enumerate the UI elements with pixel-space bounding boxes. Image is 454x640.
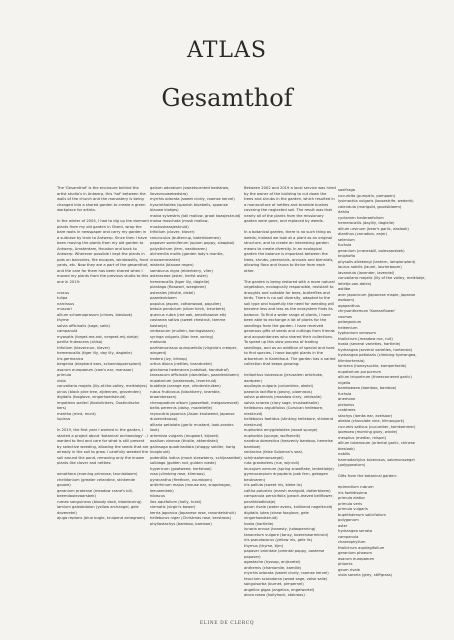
plant-list-gifts [338, 485, 430, 579]
list-item: primula veris [338, 501, 363, 506]
list-item: hedera (ivy, klimop) [150, 356, 188, 361]
list-item: alcea rosea (hollyhock, stokroos) [244, 593, 305, 597]
intro-paragraph: The 'Gesamthof' is the enclosure behind the artist studio's in Antwerp, this 'hof' between the walls of the church and the monastery is being changed into a shared garden to create a green workplace for artists. [57, 186, 146, 212]
list-item: primula vulgaris [338, 507, 368, 511]
list-item: geranium (cranesbill, ooievaarsbek) [338, 248, 405, 253]
list-item: convallaria majalis (lily-of-the-valley, meiklokjes) [57, 384, 147, 388]
list-item: myrrhis odorata (sweet cicely, roomse kervel) [244, 571, 329, 575]
list-item: asteraceae (aster, herfst aster) [150, 274, 208, 278]
list-item: potentilla indica (mock strawberry, schijnaardbei) [150, 455, 242, 460]
list-item: digitalis (foxglove, vingerhoedskruid) [57, 395, 126, 399]
list-item: rosa (climbing rose, klimroos) [150, 472, 205, 476]
list-item: campanula [338, 534, 359, 539]
list-item: anthemis (chamomile, kamille) [244, 565, 302, 570]
list-item: nandina domestica (heavenly bamboo, hemelse bamboe) [244, 439, 333, 449]
list-item: myrrhis odorata (sweet cicely, roomse kervel) [150, 197, 235, 201]
list-item: hemerocallis (tiger lily, daglelie) [150, 279, 210, 284]
list-item: crabtrees [338, 408, 356, 412]
list-item: castanea sativa (sweet chestnut, tamme kastanje) [150, 318, 226, 328]
list-item: fuchsia [338, 391, 352, 396]
list-item: akebia (chocolate vine, klimaugurk) [338, 419, 405, 423]
list-item: thalictrum (meadow rue, ruit) [338, 336, 393, 341]
list-item: mentha (mint, munt) [57, 411, 96, 416]
list-item: agastache (hyssop, anijsnetel) [244, 560, 301, 564]
list-item: bamboeaea (bamboo, bamboe) [338, 386, 397, 390]
list-item: hemerocallis (daylily, daglelie) [338, 221, 395, 225]
list-item: laurus nobilis (laurel, laurierboom) [338, 265, 402, 269]
list-item: physalis alkekengi (lantern, lampionplant) [338, 259, 416, 264]
list-item: glechoma hederacea (catsfoot, hondsdraf) [150, 367, 229, 372]
list-item: urtica dioica (nettles, brandnetel) [150, 362, 212, 366]
list-item: malva sylvestris (tall mallow, groot kaasjeskruid) [150, 213, 241, 218]
list-item: convallaria majalis (lily of the valley, meiklokje, lelietje-van-dalen) [338, 276, 426, 286]
list-item: populus (aspen, cottonwood, populier) [150, 301, 222, 306]
list-item: aster [338, 523, 348, 528]
list-item: polystichum (fern, naaldvaren) [150, 246, 207, 251]
list-item: polygonum [338, 518, 359, 522]
list-item: sambucus nigra (elderberry, vlier) [150, 268, 213, 273]
list-item: phlomis [338, 562, 353, 566]
list-item: geum rivale [338, 567, 360, 572]
gifts-heading: Gifts from the botanical garden: [338, 474, 398, 478]
text-column-3 [244, 186, 336, 597]
list-item: rumex sanguineus (bloody dock, bloedzuring) [57, 499, 142, 504]
list-item: clematis (virgin's bower) [150, 505, 196, 509]
list-item: tulipa [57, 296, 68, 300]
list-item: helleborus argutifolius (Corsican hellebore, nieskruid) [244, 406, 324, 416]
list-item: primula [57, 373, 72, 377]
list-item: hemerocallis (tiger lily, day lily, daglelie) [57, 351, 132, 355]
list-item: verbascum (mullein, koningskaars) [150, 329, 215, 333]
list-item: syringa vulgaris (lilac tree, sering) [150, 334, 214, 339]
list-item: oxalium vinense (thistle, akkerdistel) [150, 439, 219, 443]
list-item: selenium [338, 237, 355, 242]
page-title: ATLAS [187, 38, 267, 63]
list-item: wisteria (blauwe regen) [150, 263, 194, 267]
list-item: harmodactylus tuberosus, salomonszegel (polygonatum) [338, 457, 415, 467]
list-item: geum rivale (water avens, knikkend nagelkruid) [244, 505, 333, 509]
list-item: ranunculus (buttercup, boterbloemen) [150, 235, 221, 240]
list-item: heleenium [338, 325, 358, 330]
list-item: anemone [338, 397, 356, 401]
list-item: mespilus (medlar, mispel) [338, 435, 386, 440]
list-item: kerria japonica (Japanese rose, ranonkelstruik) [150, 510, 236, 515]
plant-list-collection [244, 373, 336, 599]
list-item: hydrangea (several varieties, hortensia) [338, 347, 413, 352]
list-item: thalictrum aquilegifolium [338, 545, 385, 550]
list-item: muscari [57, 307, 72, 311]
list-item: nigella [338, 380, 351, 385]
list-item: iris germanica [57, 356, 84, 361]
list-item: pinus (black pine tree, zijdennen, grovenden) [57, 389, 141, 394]
list-item: cucurbita (pumpkin, pompoen) [338, 193, 396, 198]
list-item: trifolium (clover, klaver) [150, 230, 195, 234]
list-item: helianthus tuberosus (jerusalem artichoke, aardpeer) [244, 373, 324, 383]
page-subtitle: Gesamthof [161, 84, 293, 112]
list-item: allium tuberosum (oriental garlic, chinese bieslook) [338, 441, 416, 451]
list-item: lamium galeobdolon (yellow archangel, gele dovenetel) [57, 505, 139, 515]
list-item: iris pseudacorus (yellow iris, gele lis) [244, 538, 313, 542]
list-item: geranium pratense (meadow crane's bill, beemdooievaarsbek) [57, 488, 133, 498]
list-item: paeonia lactiflora (peony, pioenroos) [244, 389, 312, 394]
list-item: eupatorium purpureum [338, 369, 382, 374]
list-item: mahonia [150, 340, 167, 344]
list-item: allium schoenoprasum (chives, bieslook) [57, 312, 133, 317]
text-column-1 [57, 186, 149, 606]
list-item: lysimachia vulgaris (loosestrife, wederik) [338, 199, 414, 203]
list-item: acer japonicum (Japanese maple, Japanse esdoorn) [338, 292, 416, 302]
list-item: papaver orientale (oriental poppy, oosterse papaver) [244, 549, 325, 559]
list-item: lunaria annua (honesty, judaspenning) [244, 527, 316, 531]
list-item: pieloniss [338, 402, 355, 407]
list-item: hyacinthoides (spanish bluebells, spaanse blauwe klokjes) [150, 202, 228, 212]
list-item: buphthalmum salicifolium [338, 512, 386, 517]
list-item: betula pendulum (silver birch, treurberk) [150, 307, 226, 311]
list-item: impatiens walleri (Kostvlinkers, Oostindische kers) [57, 400, 140, 410]
list-item: chaerophyllum [338, 540, 366, 544]
list-item: epimedium rubrum [338, 485, 374, 489]
list-item: quercus rubra (red oak, amerikaanse eik) [150, 312, 227, 317]
list-item: calendula (marigold, goudsbloem) [338, 204, 402, 209]
list-item: aquilegia vulgaris (columbine, akelei) [244, 384, 314, 388]
list-item: lupinus [57, 417, 71, 421]
list-item: ilex aquifolium (holly, hulst) [150, 499, 202, 504]
list-item: rubus fruticosus (blackberry, bramble, braambessen) [150, 389, 221, 399]
list-item: antirrhinum majus (mouse ear, snapdragon, leeuwenbek) [150, 483, 232, 493]
list-item: sanguisorba (burnet, pimpernel) [244, 582, 304, 586]
diversity-paragraph: In a botanical garden, there is no such thing as weeds; instead we look at a plant as an original structure, and to create an interesting garden means to create diversity. In an ecological garden the balance is important between the trees, shrubs, perennials, annuals and biennials, allowing flora and fauna to thrive from each other. [244, 230, 334, 273]
list-item: hydrangea petiolaris (climbing hydrangea, klimhortensia) [338, 353, 417, 363]
list-item: campanula [57, 329, 78, 333]
text-column-4 [338, 188, 430, 613]
archaeology-paragraph: In 2019, the first year I worked in the garden, I started a project about 'botanical archaeology' - I wanted to find and care for what is still present by selective weeding, allowing the seeds that are already in the soil to grow. I carefully weeded the soil around the pond, removing only the known plants like clover and nettles: [57, 428, 149, 465]
list-item: bellis perennis (daisy, madeliefje) [150, 406, 213, 410]
list-item: iris foetidissima [338, 490, 368, 495]
plant-list-collection-cont [338, 188, 430, 469]
list-item: thymus (thyme, tijm) [244, 543, 284, 548]
list-item: leucojum vernum (spring snowflake, lenteklokje) [244, 466, 334, 471]
list-item: viola [57, 378, 66, 383]
list-item: perilla frutescens (shiso) [57, 340, 103, 344]
list-item: trifolium (klaverzuur, klaver) [57, 345, 110, 350]
list-item: asterales (thistle, distel) [150, 290, 195, 295]
list-item: hosta (hartlelie) [244, 521, 274, 526]
list-item: chelidonium (greater celandine, stinkende gouwe) [57, 477, 136, 487]
list-item: phyllostachys (bamboo, bamboe) [150, 521, 212, 526]
list-item: angelica gigas (angelica, engelwortel) [244, 587, 315, 592]
list-item: alliaria petiolata (garlic mustard, look-zonder-look) [150, 422, 235, 432]
list-item: malva moschata (musk mallow, muskuskaasjeskruid) [150, 219, 209, 229]
list-item: caltha palustris (marsh marigold, dotterbloem) [244, 488, 331, 493]
text-column-2 [150, 186, 242, 611]
list-item: iris pallida (sweet iris, bleke lis) [244, 483, 302, 487]
list-item: thyme [57, 318, 69, 322]
list-item: salvia officinalis (sage, salie) [57, 323, 110, 328]
list-item: paardenbloem [150, 296, 177, 300]
list-item: chenopodium album (goosefoot, melganzevoet) [150, 400, 239, 405]
history-paragraph-2: Between 2002 and 2019 a local service was hired by the owner of the building to cut down the trees and shrubs in the garden, which resulted in a monoculture of nettles and bramble bushes covering the neglected soil. The result was that nearly all of the plants from the missionary garden were gone, and replaced by weeds. [244, 186, 336, 223]
list-item: artemisia vulgaris (mugwort, bijvoet) [150, 433, 219, 438]
list-item: reynoutria japonica (Asian knotweed, Japanse duizendknoop) [150, 411, 235, 421]
list-item: teucrium scorodonia (wood sage, valse salie) [244, 576, 328, 581]
list-item: kniphofia [338, 254, 356, 258]
plant-list-moved [57, 291, 149, 423]
list-item: oenothera (evening primrose, teunisbloem) [57, 472, 138, 476]
list-item: hydrangea serrata [338, 529, 373, 533]
list-item: dianthus (carnation, anjer) [338, 232, 388, 236]
list-item: chrysanthemum 'Koreanflower' [338, 309, 396, 313]
list-item: gymnocarpium dryopteris (oak fern, gebogen beukvaren) [244, 472, 329, 482]
list-item: primula elatior [338, 496, 366, 500]
list-item: lonicera (honeysuckle, kamperfoelie) [338, 364, 407, 368]
list-item: cucumis sativus (cucumber, komkommer) [338, 424, 416, 429]
list-item: euphorbia amygdaloides (wood spurge) [244, 428, 318, 432]
list-item: parthenocissus quinquefolia (virginia's creeper, wingerd) [150, 345, 238, 355]
list-item: salvia pratensis (meadow clary, veldsalie) [244, 395, 322, 399]
list-item: geranium phaeum [338, 551, 372, 555]
list-item: hibiscus [150, 494, 165, 498]
list-item: alchemilla mollis (garden lady's mantle, vrouwenmantel) [150, 252, 224, 262]
list-item: solidago (golden rod, gulden roede) [150, 461, 216, 465]
list-item: buddleja (orange eye, vlinderstruiken) [150, 384, 221, 388]
list-item: ipomoea (morning glory, winde) [338, 430, 398, 434]
list-item: narcissus [57, 301, 75, 306]
list-item: cosmos [338, 314, 352, 319]
list-item: bergenia (elephant ears, schoenlappersplant) [57, 362, 142, 366]
list-item: myosotis (forget-me-not, vergeet-mij-nietje) [57, 334, 139, 339]
restoration-paragraph: The garden is being restored with a more natural vegetation, ecologically responsible, resistant to droughts and suitable for bees, butterflies and birds. There is no soil diversity, adapted to the soil type and hopefully the need for weeding will become less and less as the ecosystem finds its balance. To find a wider range of plants, I have been able to exchange a lot of plants for the seedlings from the garden. I have received generous gifts of seeds and cuttings from friends and acquaintances who shared their collections. To speed up this slow process of trading seedlings, and as an addition of special and hard to find species, I have bought plants in the arboretum in Kalmthout. The garden has a varied collection that keeps growing: [244, 279, 336, 366]
list-item: astilbe [338, 287, 351, 291]
list-item: typhonium venosum [338, 331, 376, 335]
list-item: allium ursinum (bear's garlic, daslook) [338, 226, 409, 231]
list-item: campanula persicifolia (peach-leaved bellflower, perzikbladklokje) [244, 494, 334, 504]
list-item: ruta graveolens (rue, wijnruit) [244, 461, 300, 465]
history-paragraph: In the winter of 2004, I had to dig up the dormant plants from my old garden in Ghent, wrap the bare roots in newspaper and carry my garden in a suitcase by train to Antwerp. Since then I have been moving the plants from my old garden to Antwerp, Amsterdam, Houston and back to Antwerp. Wherever possible I kept the plants in pots on balconies, fire escapes, windowsills, front yards, etc. Now they are a part of the gesamthof, and the care for them has been shared when I moved my plants from the previous studio to this one in 2019: [57, 219, 149, 284]
list-item: taraxacum officinale (dandelion, paardenbloem) [150, 373, 240, 377]
list-item: lavandula (lavender, lavendel) [338, 270, 395, 275]
list-item: dahlia [338, 210, 350, 214]
list-item: helleborus foetidus (stinking hellebore, stinkend nieskruid) [244, 417, 333, 427]
list-item: smilacina (false Solomon's seal, schijnsalomonszegel) [244, 450, 303, 460]
list-item: galium odoratum (sweetscented bedstraw, lievevrouwebedstro) [150, 186, 230, 196]
list-item: asarum europaeum [338, 556, 375, 561]
list-item: helleborus niger (Christmas rose, kerstroos) [150, 516, 232, 520]
list-item: crocus [57, 290, 70, 295]
list-item: cyclamen hederaefolium [338, 215, 384, 220]
list-item: euphorbia (spurge, wolfsmelk) [244, 433, 301, 438]
plant-list-existing [150, 186, 242, 527]
list-item: viola sororia (grey, stiffgrass) [338, 573, 393, 577]
list-item: fuchsia [338, 243, 352, 247]
list-item: hypericum (goatweed, hertshooi) [150, 466, 212, 471]
list-item: digitalis lutea (straw foxglove, gele vingerhoedskruid) [244, 510, 309, 520]
list-item: stachys (lambs ear, ezelsoor) [338, 413, 393, 418]
list-item: hosta (several varieties, hartlelie) [338, 342, 401, 346]
list-item: eupatorium (snakeroots, leverkruid) [150, 378, 217, 383]
plant-list-found [57, 472, 149, 522]
list-item: agapanthus [338, 303, 360, 308]
list-item: plantago (fleawort, weegbree) [150, 285, 206, 289]
list-item: salvia sclarea (clary sage, muskaatsalie) [244, 400, 319, 405]
list-item: papaver somniferum (opium poppy, slaapbol) [150, 241, 235, 245]
list-item: allium triquetrum (threecornered garlic) [338, 375, 412, 379]
list-item: galinsoga quadriradiata (shaggy soldier, harig knopkruid) [150, 444, 236, 454]
list-item: saxifraga [338, 188, 356, 192]
list-item: asarum europaeum (cow's ear, mansoor) [57, 367, 134, 372]
list-item: tanacetum vulgare (tansy, boerenwormkruid) [244, 532, 329, 537]
list-item: ajuga reptans (blue bugle, kruipend zenegroen) [57, 516, 146, 520]
list-item: pyracantha (firethorn, vuurdoorn) [150, 477, 213, 482]
list-item: nobilis [338, 452, 350, 456]
list-item: pelargonium [338, 320, 362, 324]
author-credit: ELINE DE CLERCQ [199, 621, 255, 626]
